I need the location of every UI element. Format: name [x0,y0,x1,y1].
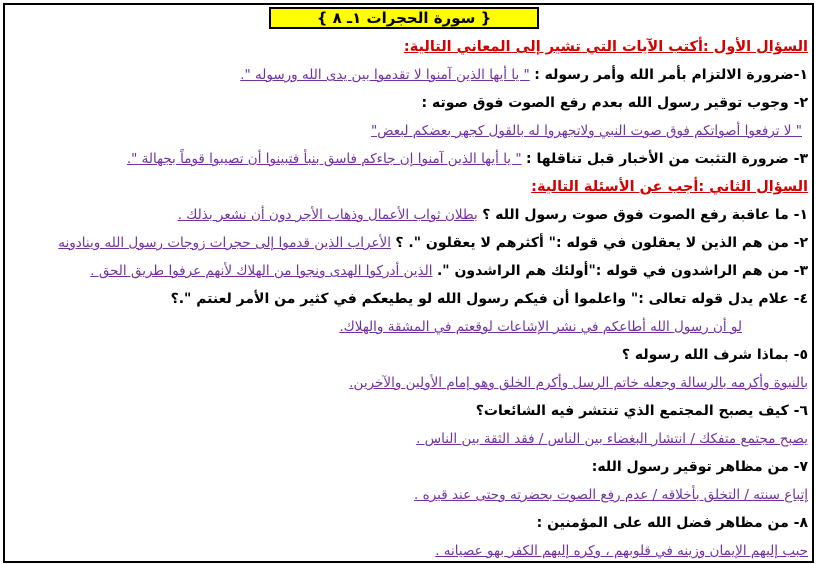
question-text: ٣- من هم الراشدون في قوله :"أولئك هم الراشدون ". [436,263,808,279]
question-text: ٧- من مظاهر توقير رسول الله: [591,459,808,475]
list-item [5,453,812,481]
answer-row [5,369,812,397]
answer-row [5,117,812,145]
answer-text: بطلان ثواب الأعمال وذهاب الأجر دون أن نشعر بذلك . [177,207,478,223]
list-item [5,145,812,173]
answer-text: حبب إليهم الإيمان وزينه في قلوبهم ، وكره إليهم الكفر بهو عصيانه . [435,543,808,559]
answer-text: " يا أيها الذين آمنوا إن جاءكم فاسق بنبأ فتبينوا أن تصيبوا قوماً بجهالة ". [126,151,522,167]
section2-heading: السؤال الثاني :أجب عن الأسئلة التالية: [531,179,808,195]
list-item [5,257,812,285]
page-title: { سورة الحجرات ١ـ ٨ } [269,7,539,29]
list-item [5,285,812,313]
answer-text: يصبح مجتمع متفكك / انتشار البغضاء بين الناس / فقد الثقة بين الناس . [416,431,808,447]
question-text: ١- ما عاقبة رفع الصوت فوق صوت رسول الله ؟ [482,207,808,223]
list-item [5,201,812,229]
section1-heading: السؤال الأول :أكتب الآيات التي تشير إلى المعاني التالية: [403,39,808,55]
question-text: ٨- من مظاهر فضل الله على المؤمنين : [536,515,808,531]
question-text: ٢- وجوب توقير رسول الله بعدم رفع الصوت فوق صوته : [421,95,808,111]
answer-text: الذين أدركوا الهدى ونجوا من الهلاك لأنهم عرفوا طريق الحق . [90,263,433,279]
list-item [5,341,812,369]
question-text: ٣- ضرورة التثبت من الأخبار قبل تناقلها : [526,151,808,167]
list-item [5,61,812,89]
list-item [5,89,812,117]
list-item [5,229,812,257]
title-row [5,5,812,33]
question-text: ٦- كيف يصبح المجتمع الذي تنتشر فيه الشائعات؟ [475,403,808,419]
question-text: ١-ضرورة الالتزام بأمر الله وأمر رسوله : [534,67,808,83]
answer-row [5,537,812,563]
answer-row [5,313,812,341]
question-text: ٢- من هم الذين لا يعقلون في قوله :" أكثرهم لا يعقلون ". ؟ [395,235,808,251]
section1-heading-row [5,33,812,61]
list-item [5,509,812,537]
answer-text: بالنبوة وأكرمه بالرسالة وجعله خاتم الرسل وأكرم الخلق وهو إمام الأولين والآخرين. [349,375,808,391]
answer-row [5,425,812,453]
answer-text: " لا ترفعوا أصواتكم فوق صوت النبي ولاتجهروا له بالقول كجهر بعضكم لبعض" [370,123,802,139]
question-text: ٤- علام يدل قوله تعالى :" واعلموا أن فيكم رسول الله لو يطيعكم في كثير من الأمر لعنتم ".؟ [170,291,808,307]
section2-heading-row [5,173,812,201]
answer-text: " يا أيها الذين آمنوا لا تقدموا بين يدى الله ورسوله ". [240,67,530,83]
answer-text: الأعراب الذين قدموا إلى حجرات زوجات رسول الله وينادونه [58,235,391,251]
list-item [5,397,812,425]
worksheet [3,3,814,563]
answer-text: لو أن رسول الله أطاعكم في نشر الإشاعات لوقعتم في المشقة والهلاك. [339,319,742,335]
answer-text: إتباع سنته / التخلق بأخلاقه / عدم رفع الصوت بحضرته وحتى عند قبره . [414,487,808,503]
question-text: ٥- بماذا شرف الله رسوله ؟ [621,347,808,363]
answer-row [5,481,812,509]
